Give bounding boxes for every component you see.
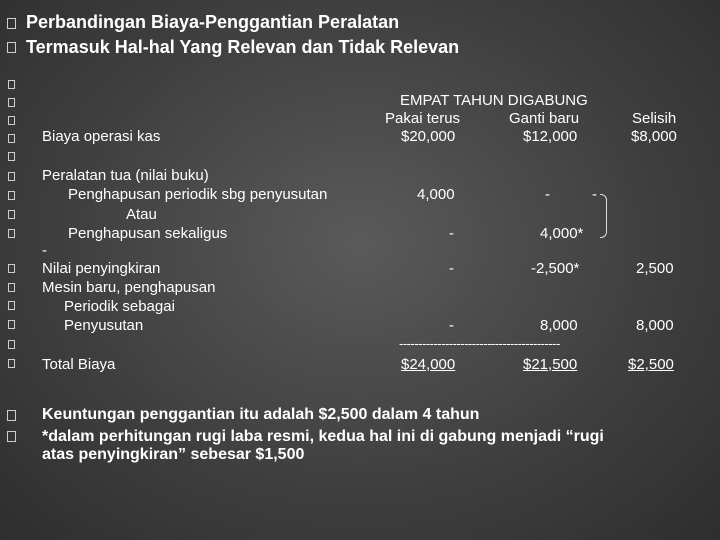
bullet-icon <box>8 320 15 329</box>
bullet-icon <box>8 152 15 161</box>
value-penghapusan-sekaligus-pakai-terus: - <box>449 225 454 242</box>
slide-title-line-2: Termasuk Hal-hal Yang Relevan dan Tidak Relevan <box>26 37 460 57</box>
value-biaya-operasi-selisih: $8,000 <box>631 128 677 145</box>
row-label-penghapusan-sekaligus: Penghapusan sekaligus <box>68 225 228 242</box>
column-header-selisih: Selisih <box>632 110 677 127</box>
value-nilai-penyingkiran-selisih: 2,500 <box>636 260 674 277</box>
value-nilai-penyingkiran-pakai-terus: - <box>449 260 454 277</box>
bullet-icon <box>7 410 16 421</box>
row-label-total-biaya: Total Biaya <box>42 356 116 373</box>
bullet-icon <box>8 301 15 310</box>
note-keuntungan: Keuntungan penggantian itu adalah $2,500 dalam 4 tahun <box>42 406 480 423</box>
bullet-icon <box>8 80 15 89</box>
bullet-icon <box>8 116 15 125</box>
note-footnote-line-1: *dalam perhitungan rugi laba resmi, kedua hal ini di gabung menjadi “rugi <box>42 428 604 445</box>
bullet-icon <box>8 340 15 349</box>
row-label-atau: Atau <box>126 206 157 223</box>
bullet-icon <box>8 191 15 200</box>
bullet-icon <box>7 42 16 53</box>
bullet-icon <box>7 18 16 29</box>
bracket-brace <box>600 194 607 238</box>
bullet-icon <box>7 431 16 442</box>
note-footnote-line-2: atas penyingkiran” sebesar $1,500 <box>42 446 305 463</box>
value-penyusutan-pakai-terus: - <box>449 317 454 334</box>
row-label-nilai-penyingkiran: Nilai penyingkiran <box>42 260 161 277</box>
row-dash: - <box>42 242 47 259</box>
value-nilai-penyingkiran-ganti-baru: -2,500* <box>531 260 580 277</box>
total-separator-line: ------------------------------------------ <box>399 336 560 351</box>
value-penghapusan-periodik-ganti-baru: - <box>545 186 550 203</box>
bullet-icon <box>8 359 15 368</box>
value-penyusutan-ganti-baru: 8,000 <box>540 317 578 334</box>
row-label-periodik-sebagai: Periodik sebagai <box>64 298 175 315</box>
value-penghapusan-periodik-pakai-terus: 4,000 <box>417 186 455 203</box>
bullet-icon <box>8 283 15 292</box>
row-label-peralatan-tua: Peralatan tua (nilai buku) <box>42 167 209 184</box>
column-group-header: EMPAT TAHUN DIGABUNG <box>400 92 588 109</box>
bullet-icon <box>8 229 15 238</box>
value-penghapusan-sekaligus-ganti-baru: 4,000* <box>540 225 584 242</box>
value-total-ganti-baru: $21,500 <box>523 356 578 373</box>
row-label-penghapusan-periodik: Penghapusan periodik sbg penyusutan <box>68 186 328 203</box>
bullet-icon <box>8 172 15 181</box>
value-total-selisih: $2,500 <box>628 356 674 373</box>
bullet-icon <box>8 210 15 219</box>
row-label-mesin-baru: Mesin baru, penghapusan <box>42 279 216 296</box>
slide-title-line-1: Perbandingan Biaya-Penggantian Peralatan <box>26 12 400 32</box>
bullet-icon <box>8 134 15 143</box>
column-header-pakai-terus: Pakai terus <box>385 110 461 127</box>
value-biaya-operasi-pakai-terus: $20,000 <box>401 128 456 145</box>
row-label-biaya-operasi: Biaya operasi kas <box>42 128 161 145</box>
row-label-penyusutan: Penyusutan <box>64 317 144 334</box>
bullet-icon <box>8 264 15 273</box>
value-biaya-operasi-ganti-baru: $12,000 <box>523 128 578 145</box>
value-penyusutan-selisih: 8,000 <box>636 317 674 334</box>
column-header-ganti-baru: Ganti baru <box>509 110 580 127</box>
value-total-pakai-terus: $24,000 <box>401 356 456 373</box>
bullet-icon <box>8 98 15 107</box>
value-penghapusan-periodik-selisih: - <box>592 186 597 203</box>
